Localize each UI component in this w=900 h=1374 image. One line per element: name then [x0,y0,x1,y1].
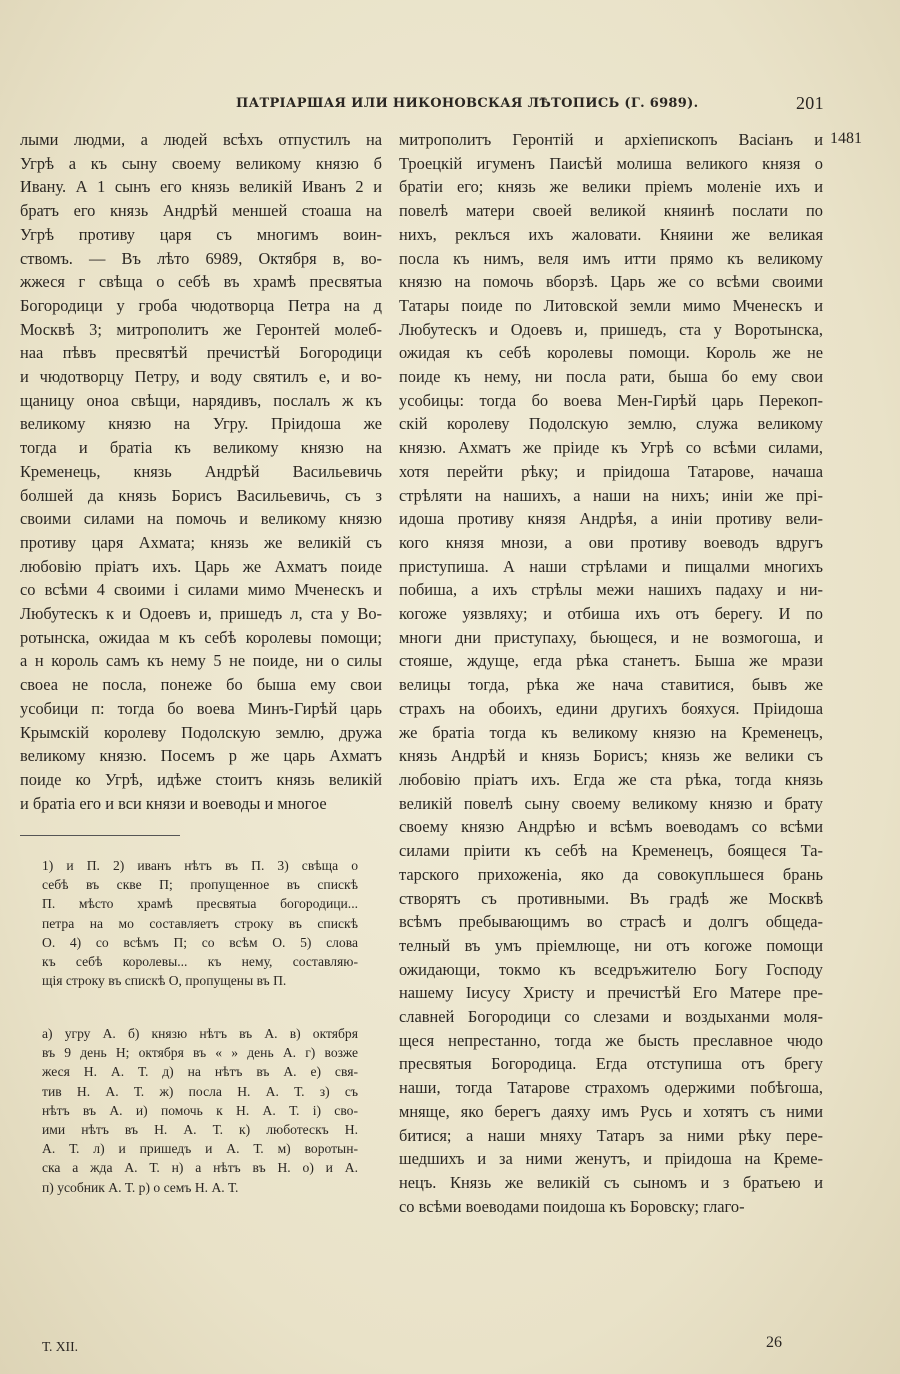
text-line: велицы тогда, рѣка же нача ставитися, бывъ же [399,675,823,695]
footnote-line: тив Н. А. Т. ж) посла Н. А. Т. з) съ [42,1083,358,1099]
text-line: скій королеву Подолскую землю, служа великому [399,414,823,434]
footnote-line: нѣтъ въ А. и) помочь к Н. А. Т. і) сво- [42,1102,358,1118]
text-line: Троецкій игуменъ Паисѣй молиша великого князя о [399,153,823,173]
text-line: шедшихъ и за ними женутъ, и пріидоша на Креме- [399,1149,823,1169]
text-line: щеся непрестанно, тогда же бысть преславное чюдо [399,1030,823,1050]
footnote-divider [20,835,180,836]
footnote-line: а) угру А. б) князю нѣтъ въ А. в) октября [42,1026,358,1041]
text-line: лыми людми, а людей всѣхъ отпустилъ на [20,130,382,149]
text-line: своему князю Андрѣю и всѣмъ воеводамъ со всѣми [399,817,823,837]
text-line: Крымскій королеву Подолскую землю, дружа [20,722,382,742]
text-line: силами пріити къ себѣ на Кременецъ, боящеся Та- [399,841,823,861]
text-line: Угрѣ а къ сыну своему великому князю б [20,153,382,173]
text-line: всѣмъ пребывающимъ во страсѣ и долгъ общеда- [399,912,823,932]
text-line: братіи его; князь же велики пріемъ моленіе ихъ и [399,177,823,197]
text-line: Ивану. А 1 сынъ его князь великій Иванъ 2 и [20,177,382,197]
text-line: своими силами на помочь и великому князю [20,509,382,529]
text-line: ожидающи, токмо къ вседръжителю Богу Господу [399,959,823,979]
footnote-line: п) усобник А. Т. р) о семъ Н. А. Т. [42,1179,239,1195]
text-line: противу царя Ахмата; князь же великій съ [20,532,382,552]
footnotes-numeric [42,856,358,990]
text-line: поиде ко Угрѣ, идѣже стоитъ князь великій [20,769,382,789]
text-line: ствомъ. — Въ лѣто 6989, Октября в, во- [20,248,382,268]
text-line: телный въ умъ пріемлюще, ни отъ когоже помощи [399,935,823,955]
footnote-line: жеся Н. А. Т. д) на нѣтъ въ А. е) свя- [42,1064,358,1080]
text-line: Богородици у гроба чюдотворца Петра на д [20,295,382,315]
text-line: князю на помочь вборзѣ. Царь же со всѣми своими [399,272,823,292]
text-line: Татары поиде по Литовской земли мимо Мченескъ и [399,295,823,315]
text-line: великому князю на Угру. Пріидоша же [20,414,382,434]
main-text-left-column [20,128,382,815]
text-line: страхъ на обоихъ, едини другихъ бояхуся. Пріидоша [399,698,823,718]
text-line: стояше, ждуще, егда рѣка станетъ. Быша же мрази [399,651,823,671]
text-line: Любутескъ к и Одоевъ и, пришедъ л, ста у Во- [20,604,382,624]
footnote-line: себѣ въ скве П; пропущенное въ спискѣ [42,877,358,893]
text-line: Угрѣ противу царя съ многимъ воин- [20,224,382,244]
text-line: идоша противу князя Андрѣя, а иніи противу вели- [399,509,823,529]
text-line: многи дни приступаху, бьющеся, и не возмогоша, и [399,627,823,647]
text-line: усобицы: тогда бо воева Мен-Гирѣй царь Перекоп- [399,390,823,410]
text-line: посла къ нимъ, веля имъ итти прямо къ великому [399,248,823,268]
footnote-line: О. 4) со всѣмъ П; со всѣм О. 5) слова [42,934,358,950]
text-line: побиша, а ихъ стрѣлы межи нашихъ падаху и ни- [399,580,823,600]
footnote-line: ска а жда А. Т. н) а нѣтъ въ Н. о) и А. [42,1160,358,1176]
text-line: усобици п: тогда бо воева Минъ-Гирѣй царь [20,698,382,718]
text-line: тогда и братіа къ великому князю на [20,438,382,458]
text-line: своеа не посла, понеже бо быша ему свои [20,675,382,695]
text-line: митрополитъ Геронтій и архіепископъ Васіанъ и [399,130,823,149]
text-line: великій повелѣ сыну своему великому князю и брату [399,793,823,813]
footnote-line: А. Т. л) и пришедъ и А. Т. м) воротын- [42,1141,358,1157]
footnote-line: П. мѣсто храмѣ пресвятыа богородици... [42,896,358,912]
text-line: жжеся г свѣща о себѣ въ храмѣ пресвятыа [20,272,382,292]
text-line: князю. Ахматъ же пріиде къ Угрѣ со всѣми силами, [399,438,823,458]
text-line: когоже уязвляху; и отбиша ихъ отъ берегу. И по [399,604,823,624]
text-line: и чюдотворцу Петру, и воду святилъ е, и во- [20,367,382,387]
text-line: же братіа тогда къ великому князю на Кременецъ, [399,722,823,742]
text-line: и братіа его и вси князи и воеводы и многое [20,793,327,813]
text-line: нецъ. Князь же великій съ сыномъ и з братьею и [399,1172,823,1192]
text-line: наа пѣвъ пресвятѣй пречистѣй Богородици [20,343,382,363]
text-line: а н король самъ къ нему 5 не поиде, ни о силы [20,651,382,671]
footnote-line: къ себѣ королевы... къ нему, составляю- [42,954,358,970]
text-line: болшей да князь Борисъ Васильевичь, съ з [20,485,382,505]
text-line: ожидая къ себѣ королевы помощи. Король же не [399,343,823,363]
margin-year: 1481 [830,130,862,147]
footnote-line: въ 9 день Н; октября въ « » день А. г) возже [42,1045,358,1061]
text-line: славней Богородици со слезами и воздыханми моля- [399,1007,823,1027]
text-line: Кременець, князь Андрѣй Васильевичь [20,461,382,481]
sheet-number: 26 [766,1334,782,1351]
text-line: нихъ, реклъся ихъ жаловати. Княини же великая [399,224,823,244]
footnote-line: 1) и П. 2) иванъ нѣтъ въ П. 3) свѣща о [42,858,358,873]
text-line: братъ его князь Андрѣй меншей стоаша на [20,201,382,221]
footnote-line: щія строку въ спискѣ О, пропущены въ П. [42,973,287,989]
text-line: пресвятыя Богородица. Егда отступиша отъ брегу [399,1054,823,1074]
text-line: любовію пріатъ ихъ. Егда же ста рѣка, тогда князь [399,769,823,789]
running-title: ПАТРІАРШАЯ ИЛИ НИКОНОВСКАЯ ЛѢТОПИСЬ (Г. 6989). [236,96,699,111]
main-text-right-column [399,128,823,1218]
text-line: любовію пріатъ ихъ. Царь же Ахматъ поиде [20,556,382,576]
footnote-line: ими нѣтъ въ Н. А. Т. к) люботескъ Н. [42,1122,358,1138]
text-line: нашему Іисусу Христу и пречистѣй Его Матере пре- [399,983,823,1003]
volume-signature: Т. XII. [42,1339,79,1354]
footnotes-lettered [42,1024,358,1197]
text-line: Любутескъ и Одоевъ и, пришедъ, ста у Воротынска, [399,319,823,339]
text-line: приступиша. А наши стрѣлами и пищалми многихъ [399,556,823,576]
text-line: тарского прихоженіа, яко да совокупльшеся брань [399,864,823,884]
text-line: кого князя мнози, а ови противу воеводъ вдругъ [399,532,823,552]
text-line: наши, тогда Татарове страхомъ одержими побѣгоша, [399,1078,823,1098]
text-line: мняще, яко берегъ даяху имъ Русь и хотятъ съ ними [399,1101,823,1121]
text-line: со всѣми 4 своими і силами мимо Мченескъ и [20,580,382,600]
footnote-line: петра на мо составляетъ строку въ спискѣ [42,915,358,931]
text-line: Москвѣ 3; митрополитъ же Геронтей молеб- [20,319,382,339]
text-line: со всѣми воеводами поидоша къ Боровску; глаго- [399,1196,745,1216]
text-line: створятъ съ противными. Въ градѣ же Москвѣ [399,888,823,908]
text-line: битися; а наши мняху Татаръ за ними рѣку пере- [399,1125,823,1145]
text-line: стрѣляти на нашихъ, а наши на нихъ; иніи же прі- [399,485,823,505]
text-line: хотя перейти рѣку; и пріидоша Татарове, начаша [399,461,823,481]
text-line: щаницу оноа свѣщи, нарядивъ, послалъ ж къ [20,390,382,410]
text-line: поиде къ нему, ни посла рати, быша бо ему свои [399,367,823,387]
text-line: великому князю. Посемъ р же царь Ахматъ [20,746,382,766]
page-number: 201 [796,93,824,113]
text-line: повелѣ матери своей великой княинѣ послати по [399,201,823,221]
text-line: князь Андрѣй и князь Борисъ; князь же велики съ [399,746,823,766]
text-line: ротынска, ожидаа м къ себѣ королевы помощи; [20,627,382,647]
